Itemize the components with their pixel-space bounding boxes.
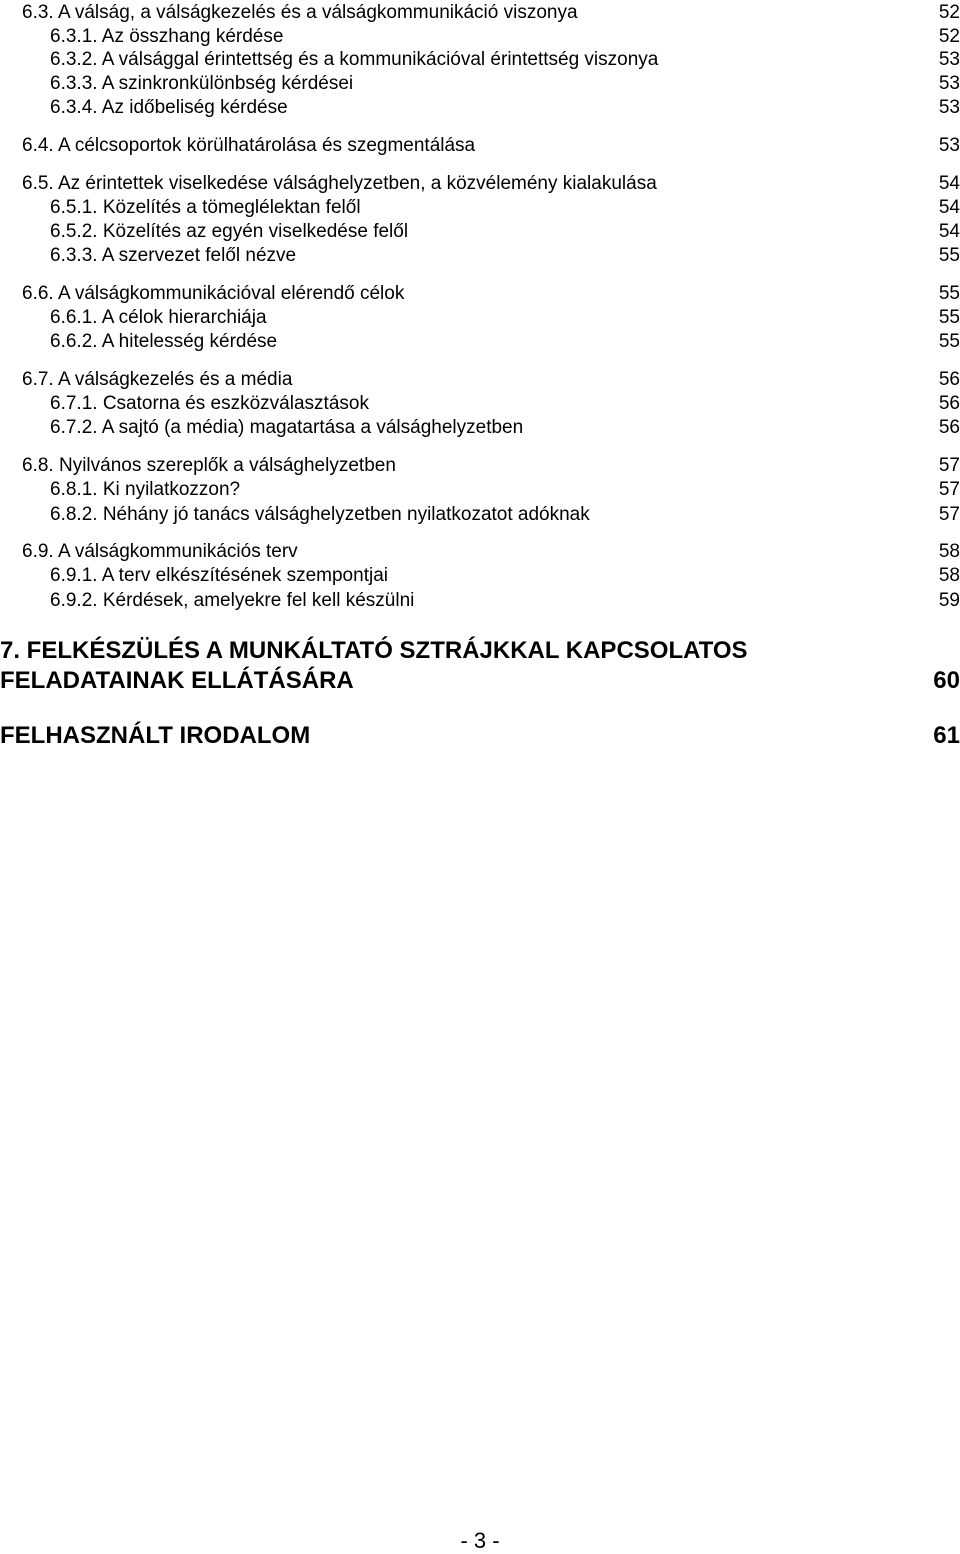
toc-entry [0,589,960,613]
toc-entry-label: 6.8. Nyilvános szereplők a válsághelyzetben [22,455,396,476]
toc-entry-label: 6.5.2. Közelítés az egyén viselkedése felől [50,221,409,242]
toc-entry [0,478,960,502]
toc-entry-page: 57 [938,455,960,476]
chapter-page: 60 [933,667,960,694]
toc-entry [0,172,960,196]
toc-entry-label: 6.6.1. A célok hierarchiája [50,307,267,328]
toc-entry-label: 6.4. A célcsoportok körülhatárolása és szegmentálása [22,135,476,156]
toc-entry-page: 53 [938,97,960,118]
toc-entry [0,25,960,49]
toc-entry-page: 57 [938,504,960,525]
toc-entry-label: 6.7.2. A sajtó (a média) magatartása a válsághelyzetben [50,417,524,438]
toc-entry-page: 58 [938,541,960,562]
toc-entry [0,330,960,354]
chapter-title-line2: FELADATAINAK ELLÁTÁSÁRA [0,667,354,694]
toc-entry-page: 53 [938,135,960,156]
toc-entry-page: 56 [938,393,960,414]
toc-entry-label: 6.3.4. Az időbeliség kérdése [50,97,288,118]
toc-entry [0,1,960,25]
toc-entry-label: 6.9.1. A terv elkészítésének szempontjai [50,565,388,586]
toc-entry-label: 6.8.1. Ki nyilatkozzon? [50,479,241,500]
toc-entry-page: 52 [938,26,960,47]
toc-entry-page: 55 [938,331,960,352]
toc-entry-label: 6.9.2. Kérdések, amelyekre fel kell készülni [50,590,415,611]
toc-entry-label: 6.8.2. Néhány jó tanács válsághelyzetben nyilatkozatot adóknak [50,504,590,525]
toc-entry-label: 6.3.2. A válsággal érintettség és a kommunikációval érintettség viszonya [50,49,659,70]
toc-entry-label: 6.3.3. A szinkronkülönbség kérdései [50,73,354,94]
references-page: 61 [933,722,960,749]
toc-entry-label: 6.7. A válságkezelés és a média [22,369,293,390]
toc-entry [0,306,960,330]
toc-entry-page: 54 [938,197,960,218]
toc-entry-label: 6.7.1. Csatorna és eszközválasztások [50,393,369,414]
toc-entry-page: 54 [938,221,960,242]
toc-entry-page: 58 [938,565,960,586]
toc-entry-label: 6.5.1. Közelítés a tömeglélektan felől [50,197,361,218]
toc-entry [0,282,960,306]
chapter-title-line1: 7. FELKÉSZÜLÉS A MUNKÁLTATÓ SZTRÁJKKAL KAPCSOLATOS [0,637,748,664]
toc-entry [0,48,960,72]
toc-entry-page: 52 [938,2,960,23]
toc-entry [0,244,960,268]
toc-entry [0,564,960,588]
toc-entry-page: 55 [938,245,960,266]
toc-entry [0,392,960,416]
toc-entry-page: 55 [938,307,960,328]
toc-entry [0,134,960,158]
toc-entry-page: 53 [938,73,960,94]
toc-entry-label: 6.3. A válság, a válságkezelés és a válságkommunikáció viszonya [22,2,578,23]
toc-entry-label: 6.5. Az érintettek viselkedése válsághelyzetben, a közvélemény kialakulása [22,173,657,194]
toc-entry [0,96,960,120]
toc-entry-label: 6.3.3. A szervezet felől nézve [50,245,297,266]
toc-entry [0,540,960,564]
references-title: FELHASZNÁLT IRODALOM [0,722,311,749]
toc-entry-page: 57 [938,479,960,500]
toc-entry-label: 6.3.1. Az összhang kérdése [50,26,284,47]
toc-entry [0,72,960,96]
toc-entry-page: 53 [938,49,960,70]
toc-entry [0,220,960,244]
page-number: - 3 - [460,1528,500,1553]
toc-entry-page: 59 [938,590,960,611]
toc-entry [0,368,960,392]
toc-entry-page: 55 [938,283,960,304]
toc-entry-label: 6.9. A válságkommunikációs terv [22,541,298,562]
toc-entry-page: 54 [938,173,960,194]
toc-entry-label: 6.6.2. A hitelesség kérdése [50,331,278,352]
toc-entry-label: 6.6. A válságkommunikációval elérendő célok [22,283,405,304]
toc-entry-page: 56 [938,417,960,438]
toc-entry [0,196,960,220]
toc-entry-page: 56 [938,369,960,390]
toc-entry [0,503,960,527]
toc-entry [0,416,960,440]
toc-entry [0,454,960,478]
